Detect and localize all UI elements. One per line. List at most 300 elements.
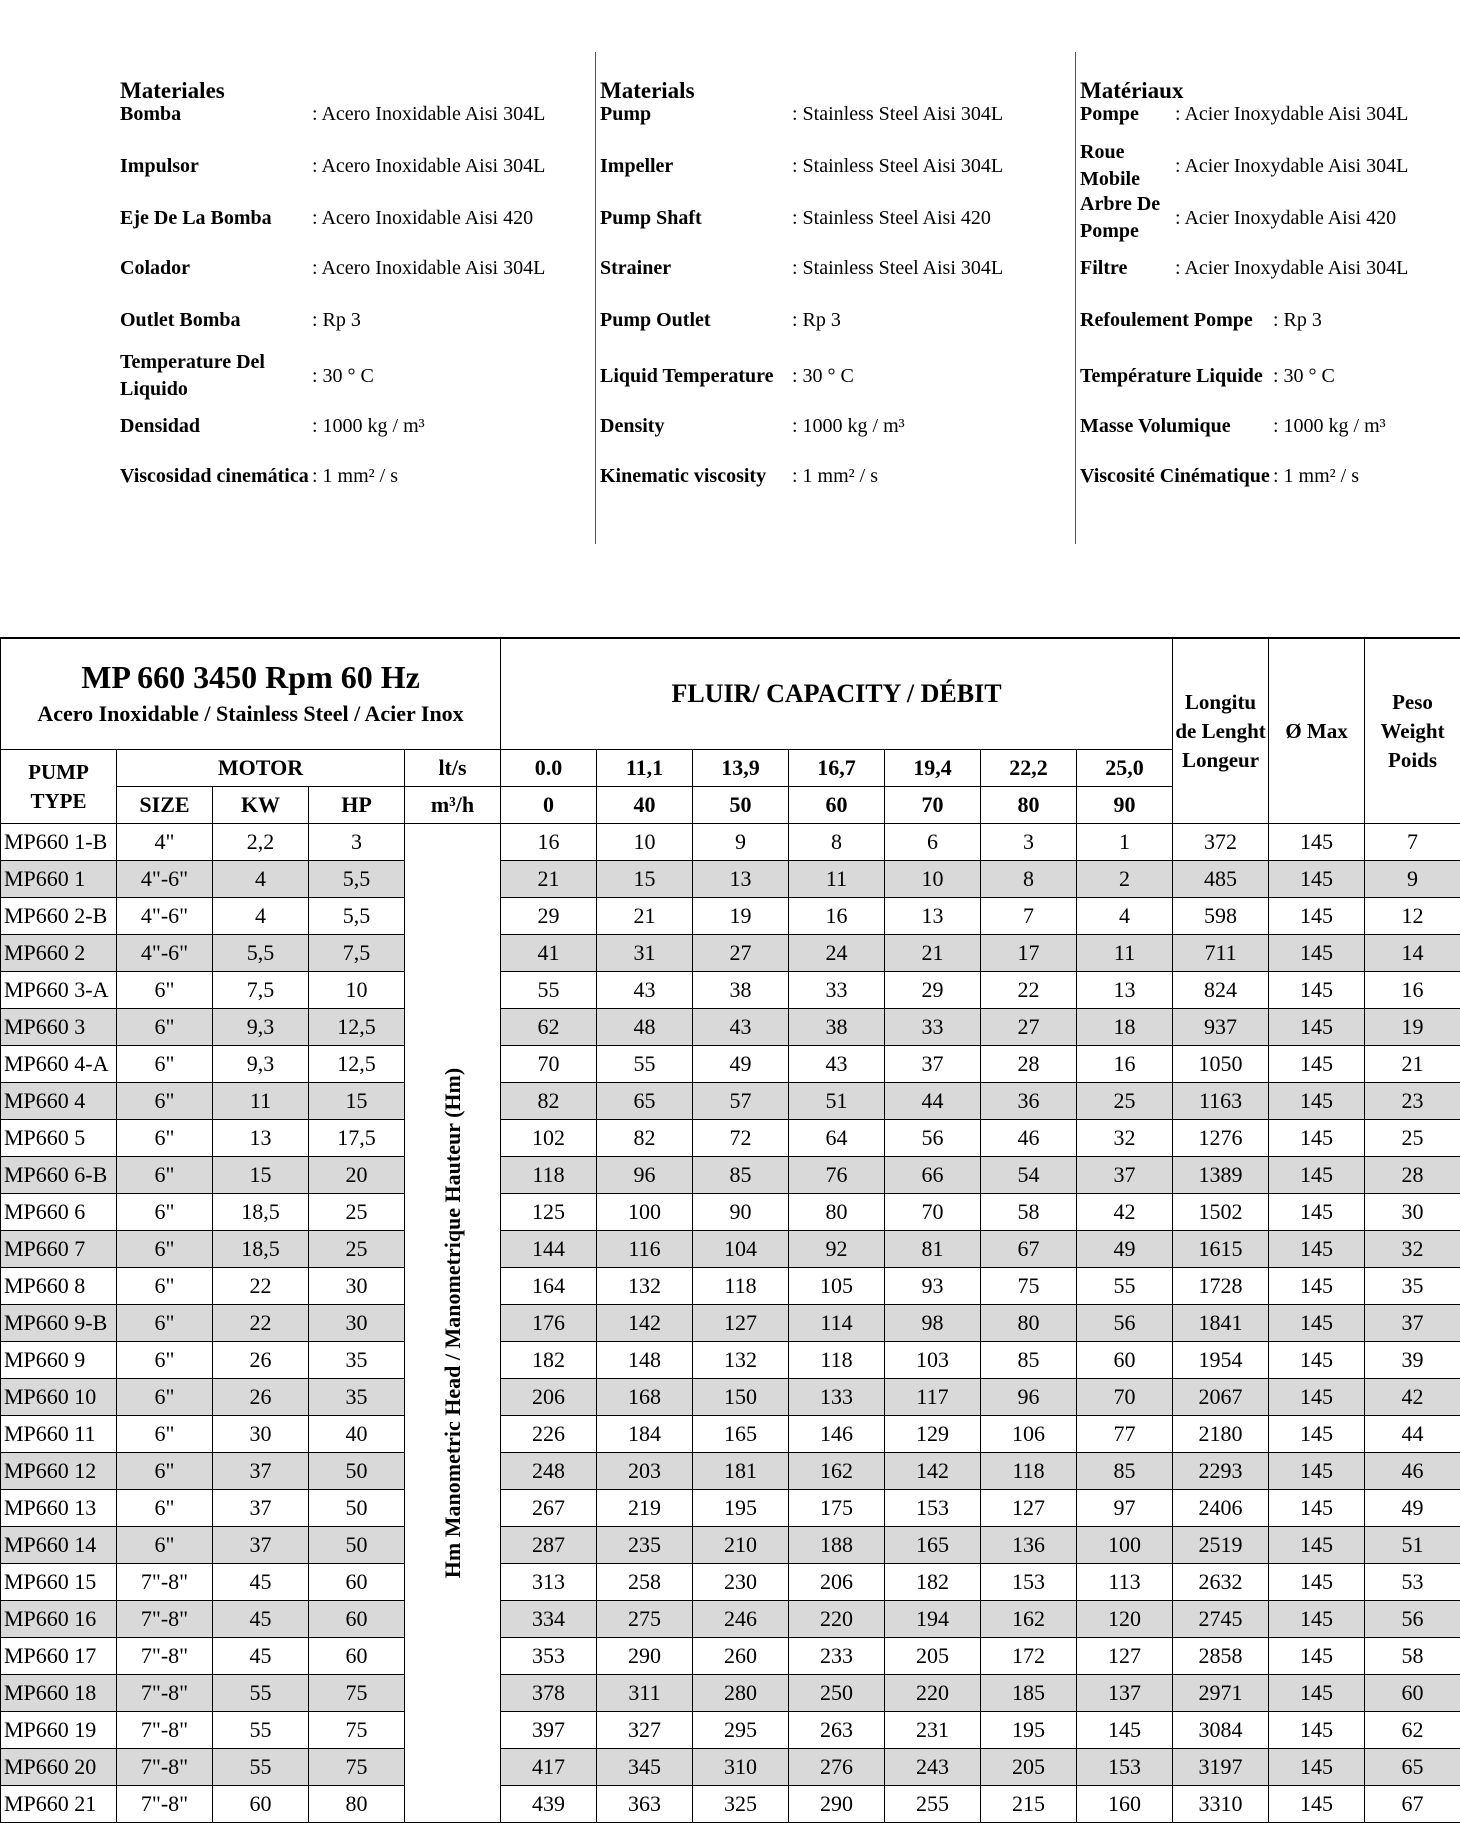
head-value: 106 (981, 1416, 1077, 1453)
material-value: : Rp 3 (792, 308, 841, 331)
material-value: : 1000 kg / m³ (1273, 414, 1386, 437)
motor-kw: 30 (213, 1416, 309, 1453)
material-label: Viscosidad cinemática (120, 464, 309, 487)
head-value: 10 (597, 824, 693, 861)
head-value: 75 (981, 1268, 1077, 1305)
pump-model: MP660 11 (1, 1416, 117, 1453)
head-value: 16 (1077, 1046, 1173, 1083)
head-value: 42 (1077, 1194, 1173, 1231)
motor-size: 6" (117, 1083, 213, 1120)
pump-weight: 9 (1365, 861, 1460, 898)
motor-size: 4" (117, 824, 213, 861)
motor-size: 6" (117, 1046, 213, 1083)
pump-dmax: 145 (1269, 1046, 1365, 1083)
m3h-unit: m³/h (405, 787, 501, 824)
pump-length: 2971 (1173, 1675, 1269, 1712)
motor-hp: 80 (309, 1786, 405, 1823)
material-value: : Rp 3 (1273, 308, 1322, 331)
material-row (1080, 192, 1450, 244)
pump-weight: 49 (1365, 1490, 1460, 1527)
pump-dmax: 145 (1269, 1342, 1365, 1379)
material-label: Roue Mobile (1080, 141, 1140, 190)
pump-dmax: 145 (1269, 1268, 1365, 1305)
head-value: 182 (501, 1342, 597, 1379)
motor-kw: 22 (213, 1268, 309, 1305)
head-value: 67 (981, 1231, 1077, 1268)
head-value: 153 (885, 1490, 981, 1527)
material-value: : Stainless Steel Aisi 304L (792, 102, 1004, 125)
head-value: 231 (885, 1712, 981, 1749)
head-value: 363 (597, 1786, 693, 1823)
head-value: 181 (693, 1453, 789, 1490)
head-value: 219 (597, 1490, 693, 1527)
flow-m3h-header: 70 (885, 787, 981, 824)
head-value: 104 (693, 1231, 789, 1268)
head-value: 132 (597, 1268, 693, 1305)
pump-model: MP660 10 (1, 1379, 117, 1416)
pump-length: 1728 (1173, 1268, 1269, 1305)
head-value: 48 (597, 1009, 693, 1046)
motor-kw: 7,5 (213, 972, 309, 1009)
table-row (1, 1416, 1460, 1453)
pump-weight: 16 (1365, 972, 1460, 1009)
pump-dmax: 145 (1269, 1453, 1365, 1490)
head-value: 165 (693, 1416, 789, 1453)
head-value: 194 (885, 1601, 981, 1638)
table-row (1, 1268, 1460, 1305)
pump-dmax: 145 (1269, 1120, 1365, 1157)
head-value: 164 (501, 1268, 597, 1305)
head-value: 258 (597, 1564, 693, 1601)
material-value: : 1000 kg / m³ (312, 414, 425, 437)
head-value: 33 (789, 972, 885, 1009)
flow-m3h-header: 90 (1077, 787, 1173, 824)
pump-dmax: 145 (1269, 1712, 1365, 1749)
motor-size: 6" (117, 1305, 213, 1342)
head-value: 56 (885, 1120, 981, 1157)
pump-model: MP660 17 (1, 1638, 117, 1675)
head-value: 70 (501, 1046, 597, 1083)
head-value: 33 (885, 1009, 981, 1046)
head-value: 57 (693, 1083, 789, 1120)
table-row (1, 861, 1460, 898)
pump-dmax: 145 (1269, 1083, 1365, 1120)
head-value: 98 (885, 1305, 981, 1342)
head-value: 96 (981, 1379, 1077, 1416)
material-label: Impeller (600, 154, 674, 177)
head-value: 58 (981, 1194, 1077, 1231)
flow-m3h-header: 40 (597, 787, 693, 824)
material-label: Temperature Del Liquido (120, 351, 265, 400)
material-row (1080, 242, 1450, 294)
material-label: Pump Outlet (600, 308, 711, 331)
pump-weight: 32 (1365, 1231, 1460, 1268)
pump-length: 1276 (1173, 1120, 1269, 1157)
head-value: 51 (789, 1083, 885, 1120)
pump-dmax: 145 (1269, 1157, 1365, 1194)
head-value: 9 (693, 824, 789, 861)
table-row (1, 935, 1460, 972)
materials-en (598, 52, 1070, 544)
motor-kw: 4 (213, 861, 309, 898)
head-value: 24 (789, 935, 885, 972)
motor-size: 6" (117, 1527, 213, 1564)
material-value: : Acier Inoxydable Aisi 304L (1175, 102, 1409, 125)
head-value: 165 (885, 1527, 981, 1564)
pump-weight: 30 (1365, 1194, 1460, 1231)
head-value: 210 (693, 1527, 789, 1564)
head-value: 295 (693, 1712, 789, 1749)
motor-hp: 60 (309, 1638, 405, 1675)
motor-size: 7"-8" (117, 1786, 213, 1823)
table-row (1, 898, 1460, 935)
head-value: 37 (1077, 1157, 1173, 1194)
head-value: 160 (1077, 1786, 1173, 1823)
material-value: : Rp 3 (312, 308, 361, 331)
table-row (1, 1601, 1460, 1638)
head-value: 43 (789, 1046, 885, 1083)
head-value: 195 (981, 1712, 1077, 1749)
material-row (120, 450, 590, 502)
table-row (1, 1046, 1460, 1083)
pump-length: 1163 (1173, 1083, 1269, 1120)
head-value: 29 (885, 972, 981, 1009)
materials-title: Materials (600, 78, 695, 103)
head-value: 44 (885, 1083, 981, 1120)
head-value: 162 (981, 1601, 1077, 1638)
material-label: Colador (120, 256, 190, 279)
head-value: 76 (789, 1157, 885, 1194)
motor-kw: 2,2 (213, 824, 309, 861)
pump-weight: 42 (1365, 1379, 1460, 1416)
pump-weight: 7 (1365, 824, 1460, 861)
pump-length: 2745 (1173, 1601, 1269, 1638)
head-value: 8 (981, 861, 1077, 898)
table-row (1, 1305, 1460, 1342)
motor-size: 4"-6" (117, 935, 213, 972)
head-value: 21 (501, 861, 597, 898)
table-row (1, 1712, 1460, 1749)
material-row (120, 400, 590, 452)
motor-hp: 35 (309, 1342, 405, 1379)
head-value: 118 (789, 1342, 885, 1379)
head-value: 85 (693, 1157, 789, 1194)
flow-lts-header: 13,9 (693, 750, 789, 787)
motor-size: 7"-8" (117, 1564, 213, 1601)
motor-size: 6" (117, 1009, 213, 1046)
head-value: 267 (501, 1490, 597, 1527)
table-subtitle: Acero Inoxidable / Stainless Steel / Acier Inox (37, 701, 464, 726)
motor-hp: 25 (309, 1194, 405, 1231)
pump-weight: 44 (1365, 1416, 1460, 1453)
motor-hp: 50 (309, 1527, 405, 1564)
table-row (1, 1342, 1460, 1379)
head-value: 85 (981, 1342, 1077, 1379)
motor-kw: 45 (213, 1601, 309, 1638)
head-value: 195 (693, 1490, 789, 1527)
material-value: : Acero Inoxidable Aisi 304L (312, 102, 546, 125)
head-value: 162 (789, 1453, 885, 1490)
material-row (120, 350, 590, 402)
motor-hp: 75 (309, 1749, 405, 1786)
material-label: Density (600, 414, 665, 437)
head-value: 205 (981, 1749, 1077, 1786)
head-value: 235 (597, 1527, 693, 1564)
pump-weight: 58 (1365, 1638, 1460, 1675)
motor-size: 7"-8" (117, 1675, 213, 1712)
head-value: 103 (885, 1342, 981, 1379)
motor-kw: 37 (213, 1453, 309, 1490)
flow-m3h-header: 60 (789, 787, 885, 824)
pump-dmax: 145 (1269, 935, 1365, 972)
pump-weight: 19 (1365, 1009, 1460, 1046)
material-label: Filtre (1080, 256, 1128, 279)
head-axis-label-cell (405, 824, 501, 1823)
pump-length: 2632 (1173, 1564, 1269, 1601)
motor-hp: 60 (309, 1601, 405, 1638)
head-value: 397 (501, 1712, 597, 1749)
table-row (1, 1083, 1460, 1120)
head-value: 25 (1077, 1083, 1173, 1120)
pump-length: 1954 (1173, 1342, 1269, 1379)
motor-hp: 75 (309, 1712, 405, 1749)
motor-hp: 20 (309, 1157, 405, 1194)
head-value: 226 (501, 1416, 597, 1453)
head-value: 10 (885, 861, 981, 898)
table-row (1, 1638, 1460, 1675)
material-row (120, 294, 590, 346)
kw-header: KW (213, 787, 309, 824)
head-value: 97 (1077, 1490, 1173, 1527)
pump-weight: 51 (1365, 1527, 1460, 1564)
motor-kw: 9,3 (213, 1046, 309, 1083)
head-value: 11 (1077, 935, 1173, 972)
pump-type-header: PUMP TYPE (1, 750, 117, 824)
head-value: 168 (597, 1379, 693, 1416)
weight-header: Peso Weight Poids (1365, 638, 1460, 824)
head-value: 132 (693, 1342, 789, 1379)
column-divider (1075, 52, 1076, 544)
head-value: 21 (597, 898, 693, 935)
pump-model: MP660 9 (1, 1342, 117, 1379)
pump-dmax: 145 (1269, 1638, 1365, 1675)
head-value: 127 (981, 1490, 1077, 1527)
head-value: 142 (597, 1305, 693, 1342)
head-value: 8 (789, 824, 885, 861)
motor-size: 4"-6" (117, 861, 213, 898)
head-value: 260 (693, 1638, 789, 1675)
pump-length: 2180 (1173, 1416, 1269, 1453)
materials-title: Matériaux (1080, 78, 1184, 103)
head-value: 255 (885, 1786, 981, 1823)
material-row (600, 294, 1070, 346)
head-value: 82 (597, 1120, 693, 1157)
motor-size: 7"-8" (117, 1712, 213, 1749)
pump-length: 824 (1173, 972, 1269, 1009)
material-value: : 30 ° C (312, 364, 374, 387)
head-value: 80 (981, 1305, 1077, 1342)
motor-kw: 55 (213, 1712, 309, 1749)
material-row (120, 242, 590, 294)
head-value: 60 (1077, 1342, 1173, 1379)
head-value: 90 (693, 1194, 789, 1231)
material-label: Liquid Temperature (600, 364, 774, 387)
head-value: 290 (789, 1786, 885, 1823)
motor-size: 6" (117, 1120, 213, 1157)
motor-size: 7"-8" (117, 1638, 213, 1675)
pump-model: MP660 6-B (1, 1157, 117, 1194)
head-value: 36 (981, 1083, 1077, 1120)
material-value: : Stainless Steel Aisi 304L (792, 256, 1004, 279)
material-row (600, 450, 1070, 502)
head-value: 378 (501, 1675, 597, 1712)
head-value: 129 (885, 1416, 981, 1453)
motor-kw: 11 (213, 1083, 309, 1120)
head-value: 93 (885, 1268, 981, 1305)
pump-length: 2858 (1173, 1638, 1269, 1675)
motor-hp: 25 (309, 1231, 405, 1268)
head-value: 6 (885, 824, 981, 861)
pump-dmax: 145 (1269, 1009, 1365, 1046)
head-value: 28 (981, 1046, 1077, 1083)
pump-length: 485 (1173, 861, 1269, 898)
pump-weight: 37 (1365, 1305, 1460, 1342)
head-value: 206 (501, 1379, 597, 1416)
motor-kw: 26 (213, 1379, 309, 1416)
table-row (1, 1009, 1460, 1046)
material-value: : Stainless Steel Aisi 304L (792, 154, 1004, 177)
material-label: Masse Volumique (1080, 414, 1231, 437)
capacity-header: FLUIR/ CAPACITY / DÉBIT (501, 638, 1173, 750)
head-value: 29 (501, 898, 597, 935)
head-value: 334 (501, 1601, 597, 1638)
head-value: 37 (885, 1046, 981, 1083)
material-label: Pump (600, 102, 652, 125)
head-value: 275 (597, 1601, 693, 1638)
pump-length: 937 (1173, 1009, 1269, 1046)
table-title-cell (1, 638, 501, 750)
motor-size: 6" (117, 1416, 213, 1453)
head-value: 19 (693, 898, 789, 935)
pump-weight: 56 (1365, 1601, 1460, 1638)
motor-size: 6" (117, 1379, 213, 1416)
head-value: 439 (501, 1786, 597, 1823)
pump-model: MP660 12 (1, 1453, 117, 1490)
pump-length: 2293 (1173, 1453, 1269, 1490)
motor-size: 7"-8" (117, 1601, 213, 1638)
material-row (120, 140, 590, 192)
motor-kw: 55 (213, 1749, 309, 1786)
pump-weight: 21 (1365, 1046, 1460, 1083)
pump-model: MP660 1-B (1, 824, 117, 861)
material-row (600, 242, 1070, 294)
pump-dmax: 145 (1269, 824, 1365, 861)
material-label: Impulsor (120, 154, 199, 177)
head-value: 31 (597, 935, 693, 972)
head-value: 313 (501, 1564, 597, 1601)
motor-hp: 50 (309, 1453, 405, 1490)
table-row (1, 1194, 1460, 1231)
material-row (120, 88, 590, 140)
pump-model: MP660 20 (1, 1749, 117, 1786)
material-label: Strainer (600, 256, 672, 279)
material-row (1080, 400, 1450, 452)
motor-kw: 26 (213, 1342, 309, 1379)
material-label: Bomba (120, 102, 182, 125)
head-value: 185 (981, 1675, 1077, 1712)
head-value: 276 (789, 1749, 885, 1786)
pump-model: MP660 2-B (1, 898, 117, 935)
motor-size: 6" (117, 1157, 213, 1194)
head-value: 248 (501, 1453, 597, 1490)
material-label: Température Liquide (1080, 364, 1263, 387)
materials-title: Materiales (120, 78, 225, 103)
head-value: 310 (693, 1749, 789, 1786)
head-value: 55 (597, 1046, 693, 1083)
material-row (1080, 294, 1450, 346)
head-value: 105 (789, 1268, 885, 1305)
pump-weight: 39 (1365, 1342, 1460, 1379)
pump-length: 3084 (1173, 1712, 1269, 1749)
head-value: 127 (693, 1305, 789, 1342)
flow-m3h-header: 80 (981, 787, 1077, 824)
pump-dmax: 145 (1269, 1564, 1365, 1601)
motor-size: 6" (117, 1231, 213, 1268)
material-row (600, 88, 1070, 140)
head-value: 65 (597, 1083, 693, 1120)
pump-length: 1502 (1173, 1194, 1269, 1231)
head-value: 43 (693, 1009, 789, 1046)
motor-kw: 13 (213, 1120, 309, 1157)
pump-dmax: 145 (1269, 1675, 1365, 1712)
pump-model: MP660 3-A (1, 972, 117, 1009)
material-label: Pump Shaft (600, 206, 702, 229)
motor-size: 6" (117, 972, 213, 1009)
material-value: : 1 mm² / s (312, 464, 399, 487)
head-value: 96 (597, 1157, 693, 1194)
material-value: : Acier Inoxydable Aisi 304L (1175, 256, 1409, 279)
motor-hp: 60 (309, 1564, 405, 1601)
head-value: 146 (789, 1416, 885, 1453)
head-value: 148 (597, 1342, 693, 1379)
pump-length: 598 (1173, 898, 1269, 935)
head-value: 21 (885, 935, 981, 972)
flow-lts-header: 11,1 (597, 750, 693, 787)
pump-weight: 12 (1365, 898, 1460, 935)
pump-weight: 65 (1365, 1749, 1460, 1786)
head-value: 49 (1077, 1231, 1173, 1268)
head-value: 70 (1077, 1379, 1173, 1416)
pump-performance-table (0, 637, 1460, 1823)
pump-model: MP660 21 (1, 1786, 117, 1823)
size-header: SIZE (117, 787, 213, 824)
pump-length: 711 (1173, 935, 1269, 972)
head-value: 233 (789, 1638, 885, 1675)
motor-kw: 45 (213, 1638, 309, 1675)
table-row (1, 1564, 1460, 1601)
head-value: 3 (981, 824, 1077, 861)
motor-kw: 55 (213, 1675, 309, 1712)
head-value: 54 (981, 1157, 1077, 1194)
motor-size: 4"-6" (117, 898, 213, 935)
head-value: 176 (501, 1305, 597, 1342)
head-value: 116 (597, 1231, 693, 1268)
table-row (1, 972, 1460, 1009)
pump-model: MP660 9-B (1, 1305, 117, 1342)
head-value: 172 (981, 1638, 1077, 1675)
head-value: 38 (789, 1009, 885, 1046)
pump-weight: 67 (1365, 1786, 1460, 1823)
